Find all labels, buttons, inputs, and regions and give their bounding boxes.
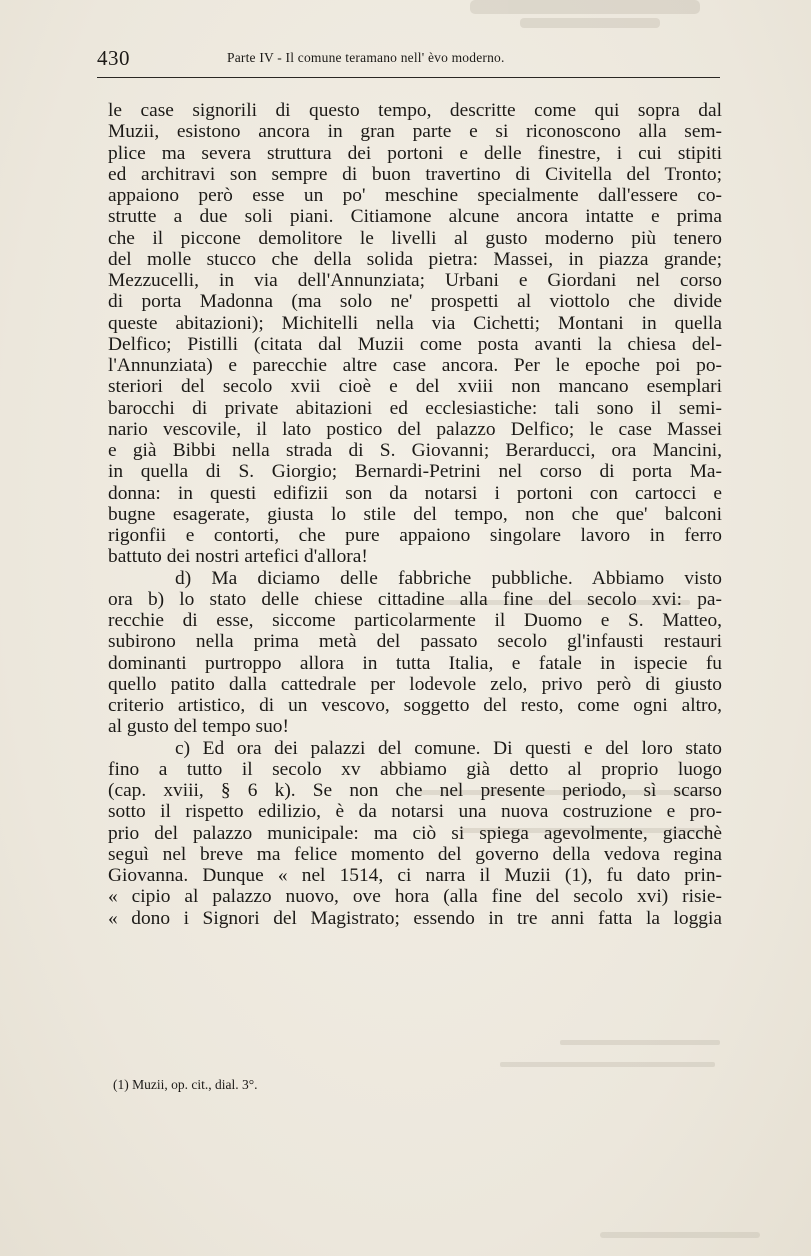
text-line: Delfico; Pistilli (citata dal Muzii come posta avanti la chiesa del- bbox=[108, 333, 722, 355]
text-line: « cipio al palazzo nuovo, ove hora (alla fine del secolo xvi) risie- bbox=[108, 886, 722, 908]
text-line: donna: in questi edifizii son da notarsi i portoni con cartocci e bbox=[108, 482, 722, 504]
page-number: 430 bbox=[97, 46, 130, 70]
body-text bbox=[108, 100, 722, 929]
text-line: ed architravi son sempre di buon travertino di Civitella del Tronto; bbox=[108, 163, 722, 185]
text-line: sotto il rispetto edilizio, è da notarsi una nuova costruzione e pro- bbox=[108, 801, 722, 823]
text-line: rigonfii e contorti, che pure appaiono singolare lavoro in ferro bbox=[108, 525, 722, 546]
text-line: criterio artistico, di un vescovo, soggetto del resto, come ogni altro, bbox=[108, 695, 722, 716]
text-line: in quella di S. Giorgio; Bernardi-Petrini nel corso di porta Ma- bbox=[108, 461, 722, 483]
text-line: Muzii, esistono ancora in gran parte e si riconoscono alla sem- bbox=[108, 121, 722, 143]
text-line: subirono nella prima metà del passato secolo gl'infausti restauri bbox=[108, 631, 722, 653]
text-line: dominanti purtroppo allora in tutta Italia, e fatale in ispecie fu bbox=[108, 652, 722, 674]
text-line: barocchi di private abitazioni ed ecclesiastiche: tali sono il semi- bbox=[108, 397, 722, 419]
text-line: di porta Madonna (ma solo ne' prospetti al viottolo che divide bbox=[108, 291, 722, 313]
header-rule bbox=[97, 77, 720, 78]
text-line: battuto dei nostri artefici d'allora! bbox=[108, 546, 368, 568]
footnote: (1) Muzii, op. cit., dial. 3°. bbox=[113, 1077, 258, 1092]
text-line: c) Ed ora dei palazzi del comune. Di questi e del loro stato bbox=[175, 737, 722, 759]
text-line: che il piccone demolitore le livelli al gusto moderno più tenero bbox=[108, 227, 722, 249]
text-line: strutte a due soli piani. Citiamone alcune ancora intatte e prima bbox=[108, 206, 722, 228]
text-line: d) Ma diciamo delle fabbriche pubbliche. Abbiamo visto bbox=[175, 567, 722, 589]
text-line: steriori del secolo xvii cioè e del xviii non mancano esemplari bbox=[108, 376, 722, 398]
running-head: Parte IV - Il comune teramano nell' èvo moderno. bbox=[227, 50, 505, 65]
text-line: « dono i Signori del Magistrato; essendo in tre anni fatta la loggia bbox=[108, 907, 722, 929]
text-line: seguì nel breve ma felice momento del governo della vedova regina bbox=[108, 843, 722, 865]
text-line: al gusto del tempo suo! bbox=[108, 716, 289, 738]
text-line: prio del palazzo municipale: ma ciò si spiega agevolmente, giacchè bbox=[108, 822, 722, 844]
text-line: fino a tutto il secolo xv abbiamo già detto al proprio luogo bbox=[108, 758, 722, 780]
text-line: e già Bibbi nella strada di S. Giovanni; Berarducci, ora Mancini, bbox=[108, 440, 722, 461]
page-header bbox=[97, 40, 720, 80]
text-line: quello patito dalla cattedrale per lodevole zelo, privo però di giusto bbox=[108, 673, 722, 695]
text-line: appaiono però esse un po' meschine specialmente dall'essere co- bbox=[108, 185, 722, 206]
text-line: ora b) lo stato delle chiese cittadine alla fine del secolo xvi: pa- bbox=[108, 588, 722, 610]
text-line: queste abitazioni); Michitelli nella via Cichetti; Montani in quella bbox=[108, 312, 722, 334]
text-line: recchie di esse, siccome particolarmente il Duomo e S. Matteo, bbox=[108, 610, 722, 631]
text-line: plice ma severa struttura dei portoni e delle finestre, i cui stipiti bbox=[108, 142, 722, 164]
text-line: l'Annunziata) e parecchie altre case ancora. Per le epoche poi po- bbox=[108, 355, 722, 376]
text-line: bugne esagerate, giusta lo stile del tempo, non che que' balconi bbox=[108, 503, 722, 525]
text-line: nario vescovile, il lato postico del palazzo Delfico; le case Massei bbox=[108, 418, 722, 440]
text-line: Giovanna. Dunque « nel 1514, ci narra il Muzii (1), fu dato prin- bbox=[108, 865, 722, 886]
text-line: (cap. xviii, § 6 k). Se non che nel presente periodo, sì scarso bbox=[108, 780, 722, 801]
text-line: le case signorili di questo tempo, descritte come qui sopra dal bbox=[108, 100, 722, 121]
text-line: Mezzucelli, in via dell'Annunziata; Urbani e Giordani nel corso bbox=[108, 270, 722, 291]
text-line: del molle stucco che della solida pietra: Massei, in piazza grande; bbox=[108, 248, 722, 270]
